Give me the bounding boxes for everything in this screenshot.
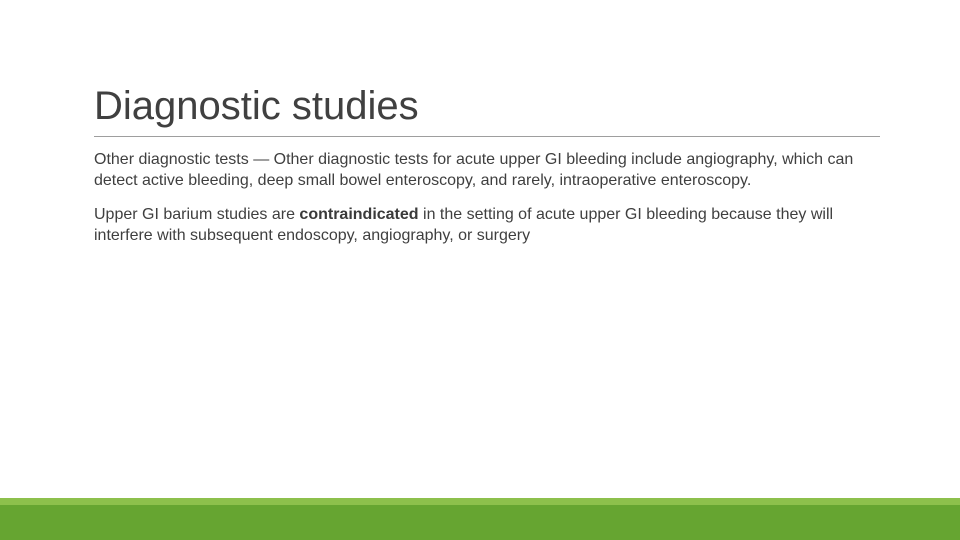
footer-accent-stripe: [0, 498, 960, 505]
slide-title: Diagnostic studies: [94, 84, 419, 128]
paragraph-barium-studies: [94, 204, 874, 246]
paragraph-text-after: in the setting of acute upper GI bleeding because they will interfere with subsequent endoscopy, angiography, or surgery: [94, 206, 834, 244]
paragraph-text: Other diagnostic tests — Other diagnostic tests for acute upper GI bleeding include angiography, which can detect active bleeding, deep small bowel enteroscopy, and rarely, intraoperative enteroscopy.: [94, 151, 854, 189]
slide-body: [94, 149, 874, 259]
emphasis-contraindicated: contraindicated: [299, 206, 419, 223]
paragraph-text-before: Upper GI barium studies are: [94, 206, 300, 223]
footer-bar: [0, 505, 960, 540]
paragraph-other-diagnostic-tests: [94, 149, 874, 191]
title-divider: [94, 136, 880, 137]
